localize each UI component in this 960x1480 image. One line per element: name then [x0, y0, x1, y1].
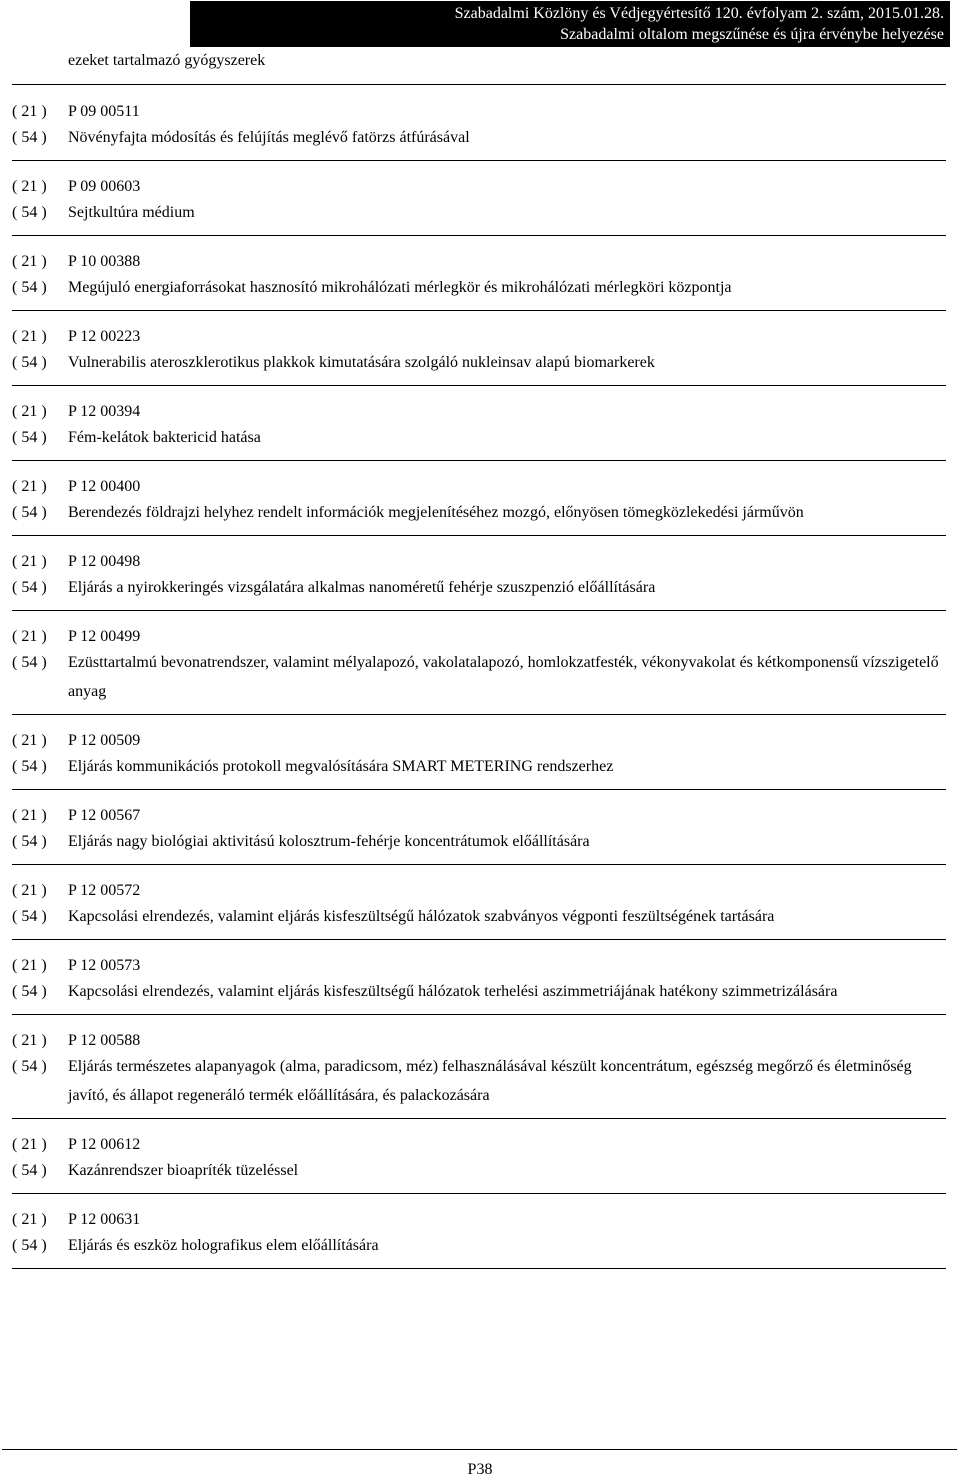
- inid-code-54: ( 54 ): [12, 504, 47, 521]
- application-number: P 12 00612: [68, 1136, 141, 1153]
- inid-code-54: ( 54 ): [12, 354, 47, 371]
- inid-code-21: ( 21 ): [12, 1211, 47, 1228]
- patent-title: Eljárás természetes alapanyagok (alma, paradicsom, méz) felhasználásával készült koncentrátum, egészség megőrző és életminőség javító, és állapot regeneráló termék előállítására, és palackozására: [68, 1058, 912, 1104]
- application-number: P 12 00394: [68, 403, 141, 420]
- application-number: P 09 00511: [68, 103, 140, 120]
- patent-entry: [12, 401, 946, 461]
- application-number-row: [12, 251, 946, 273]
- application-number: P 12 00572: [68, 882, 141, 899]
- patent-entry: [12, 880, 946, 940]
- patent-title: Eljárás kommunikációs protokoll megvalósítására SMART METERING rendszerhez: [68, 758, 614, 775]
- application-number-row: [12, 880, 946, 902]
- patent-entry: [12, 730, 946, 790]
- patent-entry: [12, 1134, 946, 1194]
- header-publication-line: Szabadalmi Közlöny és Védjegyértesítő 120. évfolyam 2. szám, 2015.01.28.: [454, 5, 944, 22]
- inid-code-21: ( 21 ): [12, 1136, 47, 1153]
- patent-title: Kapcsolási elrendezés, valamint eljárás kisfeszültségű hálózatok szabványos végponti feszültségének tartására: [68, 908, 775, 925]
- footer-divider: [2, 1449, 957, 1450]
- application-number: P 12 00588: [68, 1032, 141, 1049]
- patent-title: Sejtkultúra médium: [68, 204, 195, 221]
- application-number: P 12 00498: [68, 553, 141, 570]
- application-number-row: [12, 730, 946, 752]
- patent-entry: [12, 1030, 946, 1119]
- title-row: [12, 198, 946, 227]
- application-number-row: [12, 1134, 946, 1156]
- patent-entry: [12, 805, 946, 865]
- inid-code-21: ( 21 ): [12, 553, 47, 570]
- title-row: [12, 752, 946, 781]
- inid-code-21: ( 21 ): [12, 732, 47, 749]
- application-number-row: [12, 1030, 946, 1052]
- title-row: [12, 498, 946, 527]
- patent-entry: [12, 251, 946, 311]
- title-row: [12, 1231, 946, 1260]
- inid-code-54: ( 54 ): [12, 279, 47, 296]
- inid-code-54: ( 54 ): [12, 983, 47, 1000]
- title-row: [12, 123, 946, 152]
- application-number: P 12 00400: [68, 478, 141, 495]
- inid-code-54: ( 54 ): [12, 654, 47, 671]
- application-number-row: [12, 476, 946, 498]
- patent-entry: [12, 326, 946, 386]
- title-row: [12, 348, 946, 377]
- application-number-row: [12, 805, 946, 827]
- application-number: P 10 00388: [68, 253, 141, 270]
- patent-entry: [12, 955, 946, 1015]
- application-number-row: [12, 176, 946, 198]
- title-row: [12, 648, 946, 706]
- patent-title: Eljárás a nyirokkeringés vizsgálatára alkalmas nanoméretű fehérje szuszpenzió előállítására: [68, 579, 656, 596]
- patent-title: Megújuló energiaforrásokat hasznosító mikrohálózati mérlegkör és mikrohálózati mérlegköri központja: [68, 279, 732, 296]
- inid-code-54: ( 54 ): [12, 758, 47, 775]
- application-number: P 12 00573: [68, 957, 141, 974]
- title-row: [12, 423, 946, 452]
- continued-title-text: ezeket tartalmazó gyógyszerek: [68, 52, 266, 69]
- inid-code-54: ( 54 ): [12, 1058, 47, 1075]
- application-number: P 12 00631: [68, 1211, 141, 1228]
- patent-title: Vulnerabilis ateroszklerotikus plakkok kimutatására szolgáló nukleinsav alapú biomarkerek: [68, 354, 655, 371]
- application-number: P 12 00567: [68, 807, 141, 824]
- patent-title: Berendezés földrajzi helyhez rendelt információk megjelenítéséhez mozgó, előnyösen tömegközlekedési járművön: [68, 504, 804, 521]
- application-number: P 09 00603: [68, 178, 141, 195]
- patent-entry: [12, 551, 946, 611]
- patent-title: Fém-kelátok baktericid hatása: [68, 429, 261, 446]
- inid-code-21: ( 21 ): [12, 1032, 47, 1049]
- application-number-row: [12, 326, 946, 348]
- title-row: [12, 573, 946, 602]
- application-number: P 12 00509: [68, 732, 141, 749]
- application-number: P 12 00223: [68, 328, 141, 345]
- application-number-row: [12, 626, 946, 648]
- publication-header: [190, 1, 950, 47]
- inid-code-54: ( 54 ): [12, 579, 47, 596]
- inid-code-21: ( 21 ): [12, 403, 47, 420]
- application-number-row: [12, 551, 946, 573]
- page-number: P38: [467, 1461, 493, 1478]
- inid-code-54: ( 54 ): [12, 1162, 47, 1179]
- title-row: [12, 273, 946, 302]
- title-row: [12, 827, 946, 856]
- patent-entry: [12, 101, 946, 161]
- application-number-row: [12, 1209, 946, 1231]
- divider: [12, 84, 946, 85]
- inid-code-54: ( 54 ): [12, 129, 47, 146]
- header-section-line: Szabadalmi oltalom megszűnése és újra érvénybe helyezése: [560, 26, 944, 43]
- patent-title: Eljárás nagy biológiai aktivitású kolosztrum-fehérje koncentrátumok előállítására: [68, 833, 590, 850]
- application-number-row: [12, 955, 946, 977]
- patent-entry: [12, 176, 946, 236]
- patent-title: Kazánrendszer bioapríték tüzeléssel: [68, 1162, 299, 1179]
- inid-code-21: ( 21 ): [12, 628, 47, 645]
- patent-entry: [12, 476, 946, 536]
- patent-entry: [12, 626, 946, 715]
- patent-title: Eljárás és eszköz holografikus elem előállítására: [68, 1237, 379, 1254]
- title-row: [12, 1156, 946, 1185]
- inid-code-54: ( 54 ): [12, 429, 47, 446]
- inid-code-54: ( 54 ): [12, 1237, 47, 1254]
- inid-code-21: ( 21 ): [12, 178, 47, 195]
- patent-title: Kapcsolási elrendezés, valamint eljárás kisfeszültségű hálózatok terhelési aszimmetriájának hatékony szimmetrizálására: [68, 983, 838, 1000]
- inid-code-54: ( 54 ): [12, 204, 47, 221]
- inid-code-21: ( 21 ): [12, 957, 47, 974]
- application-number: P 12 00499: [68, 628, 141, 645]
- patent-title: Növényfajta módosítás és felújítás meglévő fatörzs átfúrásával: [68, 129, 470, 146]
- application-number-row: [12, 101, 946, 123]
- inid-code-21: ( 21 ): [12, 103, 47, 120]
- application-number-row: [12, 401, 946, 423]
- inid-code-54: ( 54 ): [12, 833, 47, 850]
- patent-entry-list: [12, 101, 946, 1269]
- title-row: [12, 1052, 946, 1110]
- inid-code-54: ( 54 ): [12, 908, 47, 925]
- patent-entry: [12, 1209, 946, 1269]
- title-row: [12, 902, 946, 931]
- inid-code-21: ( 21 ): [12, 807, 47, 824]
- patent-title: Ezüsttartalmú bevonatrendszer, valamint mélyalapozó, vakolatalapozó, homlokzatfesték, vékonyvakolat és kétkomponensű vízszigetelő anyag: [68, 654, 939, 700]
- inid-code-21: ( 21 ): [12, 253, 47, 270]
- inid-code-21: ( 21 ): [12, 882, 47, 899]
- inid-code-21: ( 21 ): [12, 478, 47, 495]
- title-row: [12, 977, 946, 1006]
- inid-code-21: ( 21 ): [12, 328, 47, 345]
